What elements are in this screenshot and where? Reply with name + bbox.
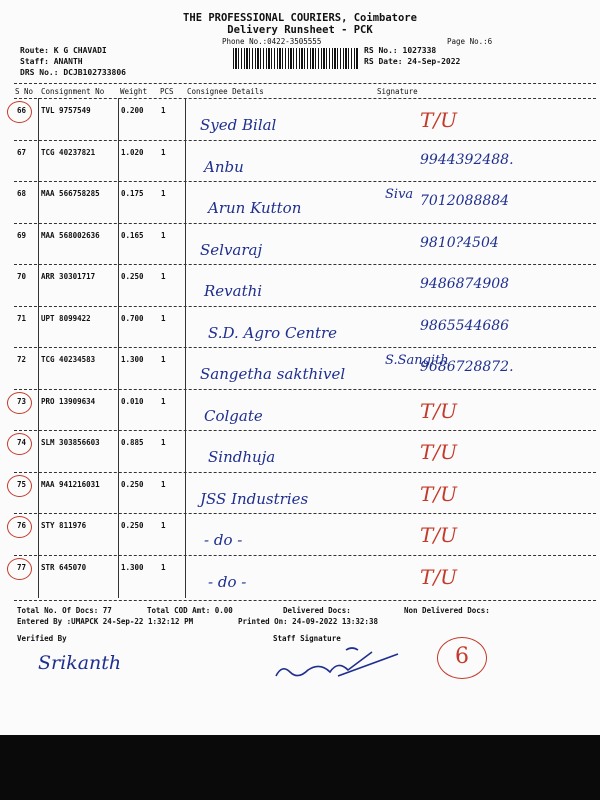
consignee-handwriting: Sangetha sakthivel	[200, 365, 346, 383]
row-sno: 67	[17, 148, 27, 157]
row-divider	[14, 472, 596, 473]
total-docs: Total No. Of Docs: 77	[17, 606, 112, 615]
consignee-handwriting: Revathi	[204, 282, 263, 300]
row-sno: 74	[17, 438, 27, 447]
row-circle-mark	[7, 433, 32, 455]
row-pcs: 1	[161, 480, 166, 489]
route-label: Route: K G CHAVADI	[20, 46, 107, 55]
row-pcs: 1	[161, 438, 166, 447]
consignee-handwriting: Arun Kutton	[208, 199, 302, 217]
row-pcs: 1	[161, 563, 166, 572]
phone-handwriting: 9865544686	[420, 318, 510, 334]
row-consignment: MAA 941216031	[41, 480, 100, 489]
row-weight: 0.250	[121, 272, 144, 281]
phone-handwriting: 7012088884	[420, 193, 510, 209]
signature-mark: T/U	[420, 108, 457, 132]
row-pcs: 1	[161, 231, 166, 240]
signature-mark: Siva	[385, 187, 414, 202]
row-consignment: PRO 13909634	[41, 397, 96, 406]
row-circle-mark	[7, 475, 32, 497]
row-consignment: STR 645070	[41, 563, 87, 572]
row-divider	[14, 389, 596, 390]
consignee-handwriting: Selvaraj	[200, 241, 263, 259]
row-sno: 73	[17, 397, 27, 406]
row-sno: 76	[17, 521, 27, 530]
row-weight: 0.010	[121, 397, 144, 406]
staff-signature-label: Staff Signature	[273, 634, 341, 643]
row-circle-mark	[7, 101, 32, 123]
row-pcs: 1	[161, 521, 166, 530]
row-pcs: 1	[161, 148, 166, 157]
header-top-rule	[14, 83, 596, 84]
col-pcs: PCS	[160, 87, 174, 96]
company-name: THE PROFESSIONAL COURIERS, Coimbatore	[183, 12, 417, 24]
consignee-handwriting: Syed Bilal	[200, 116, 277, 134]
row-sno: 72	[17, 355, 27, 364]
printed-on: Printed On: 24-09-2022 13:32:38	[238, 617, 378, 626]
col-line-1	[38, 98, 39, 598]
row-weight: 1.020	[121, 148, 144, 157]
signature-mark: T/U	[420, 482, 457, 506]
row-divider	[14, 306, 596, 307]
row-pcs: 1	[161, 106, 166, 115]
col-sno: S No	[15, 87, 34, 96]
document-title: Delivery Runsheet - PCK	[227, 24, 373, 36]
delivered-docs: Delivered Docs:	[283, 606, 351, 615]
page-number: Page No.:6	[447, 37, 493, 46]
header-bottom-rule	[14, 98, 596, 99]
verifier-signature: Srikanth	[38, 652, 122, 674]
row-pcs: 1	[161, 272, 166, 281]
consignee-handwriting: S.D. Agro Centre	[208, 324, 338, 342]
row-circle-mark	[7, 558, 32, 580]
row-consignment: MAA 566758285	[41, 189, 100, 198]
phone-number: Phone No.:0422-3505555	[222, 37, 322, 46]
row-divider	[14, 140, 596, 141]
signature-mark: S.Sangith	[385, 353, 449, 368]
row-sno: 71	[17, 314, 27, 323]
signature-mark: T/U	[420, 440, 457, 464]
signature-mark: T/U	[420, 523, 457, 547]
page-mark: 6	[455, 644, 469, 669]
row-divider	[14, 223, 596, 224]
col-line-2	[118, 98, 119, 598]
row-sno: 68	[17, 189, 27, 198]
rs-date: RS Date: 24-Sep-2022	[364, 57, 461, 66]
drs-number: DRS No.: DCJB102733806	[20, 68, 126, 77]
phone-handwriting: 9686728872.	[420, 359, 514, 375]
col-weight: Weight	[120, 87, 148, 96]
col-signature: Signature	[377, 87, 418, 96]
row-sno: 69	[17, 231, 27, 240]
non-delivered-docs: Non Delivered Docs:	[404, 606, 490, 615]
row-sno: 70	[17, 272, 27, 281]
scan-border	[0, 735, 600, 800]
row-weight: 0.175	[121, 189, 144, 198]
row-circle-mark	[7, 392, 32, 414]
barcode-icon	[233, 48, 359, 69]
row-sno: 66	[17, 106, 27, 115]
row-consignment: TCG 40237821	[41, 148, 96, 157]
row-consignment: ARR 30301717	[41, 272, 96, 281]
row-weight: 0.700	[121, 314, 144, 323]
row-pcs: 1	[161, 314, 166, 323]
total-cod: Total COD Amt: 0.00	[147, 606, 233, 615]
row-consignment: SLM 303856603	[41, 438, 100, 447]
phone-handwriting: 9944392488.	[420, 152, 514, 168]
row-divider	[14, 347, 596, 348]
row-weight: 0.885	[121, 438, 144, 447]
row-consignment: STY 811976	[41, 521, 87, 530]
row-consignment: MAA 568002636	[41, 231, 100, 240]
entered-by: Entered By :UMAPCK 24-Sep-22 1:32:12 PM	[17, 617, 194, 626]
row-weight: 1.300	[121, 355, 144, 364]
consignee-handwriting: Anbu	[204, 158, 244, 176]
row-pcs: 1	[161, 189, 166, 198]
consignee-handwriting: Colgate	[204, 407, 263, 425]
row-consignment: TCG 40234583	[41, 355, 96, 364]
phone-handwriting: 9810?4504	[420, 235, 499, 251]
staff-signature-scribble	[268, 642, 408, 686]
row-circle-mark	[7, 516, 32, 538]
row-weight: 0.250	[121, 521, 144, 530]
staff-label: Staff: ANANTH	[20, 57, 83, 66]
row-divider	[14, 513, 596, 514]
row-sno: 75	[17, 480, 27, 489]
row-divider	[14, 181, 596, 182]
consignee-handwriting: - do -	[204, 531, 243, 549]
row-divider	[14, 555, 596, 556]
row-pcs: 1	[161, 355, 166, 364]
col-line-3	[185, 98, 186, 598]
rs-number: RS No.: 1027338	[364, 46, 437, 55]
footer-rule	[14, 600, 596, 601]
col-consignee: Consignee Details	[187, 87, 264, 96]
row-consignment: TVL 9757549	[41, 106, 91, 115]
consignee-handwriting: JSS Industries	[200, 490, 309, 508]
consignee-handwriting: - do -	[208, 573, 247, 591]
row-divider	[14, 430, 596, 431]
row-consignment: UPT 8099422	[41, 314, 91, 323]
row-pcs: 1	[161, 397, 166, 406]
row-weight: 0.165	[121, 231, 144, 240]
phone-handwriting: 9486874908	[420, 276, 510, 292]
row-weight: 1.300	[121, 563, 144, 572]
col-consignment: Consignment No	[41, 87, 105, 96]
row-divider	[14, 264, 596, 265]
row-weight: 0.200	[121, 106, 144, 115]
row-weight: 0.250	[121, 480, 144, 489]
verified-by-label: Verified By	[17, 634, 67, 643]
signature-mark: T/U	[420, 399, 457, 423]
row-sno: 77	[17, 563, 27, 572]
signature-mark: T/U	[420, 565, 457, 589]
consignee-handwriting: Sindhuja	[208, 448, 276, 466]
